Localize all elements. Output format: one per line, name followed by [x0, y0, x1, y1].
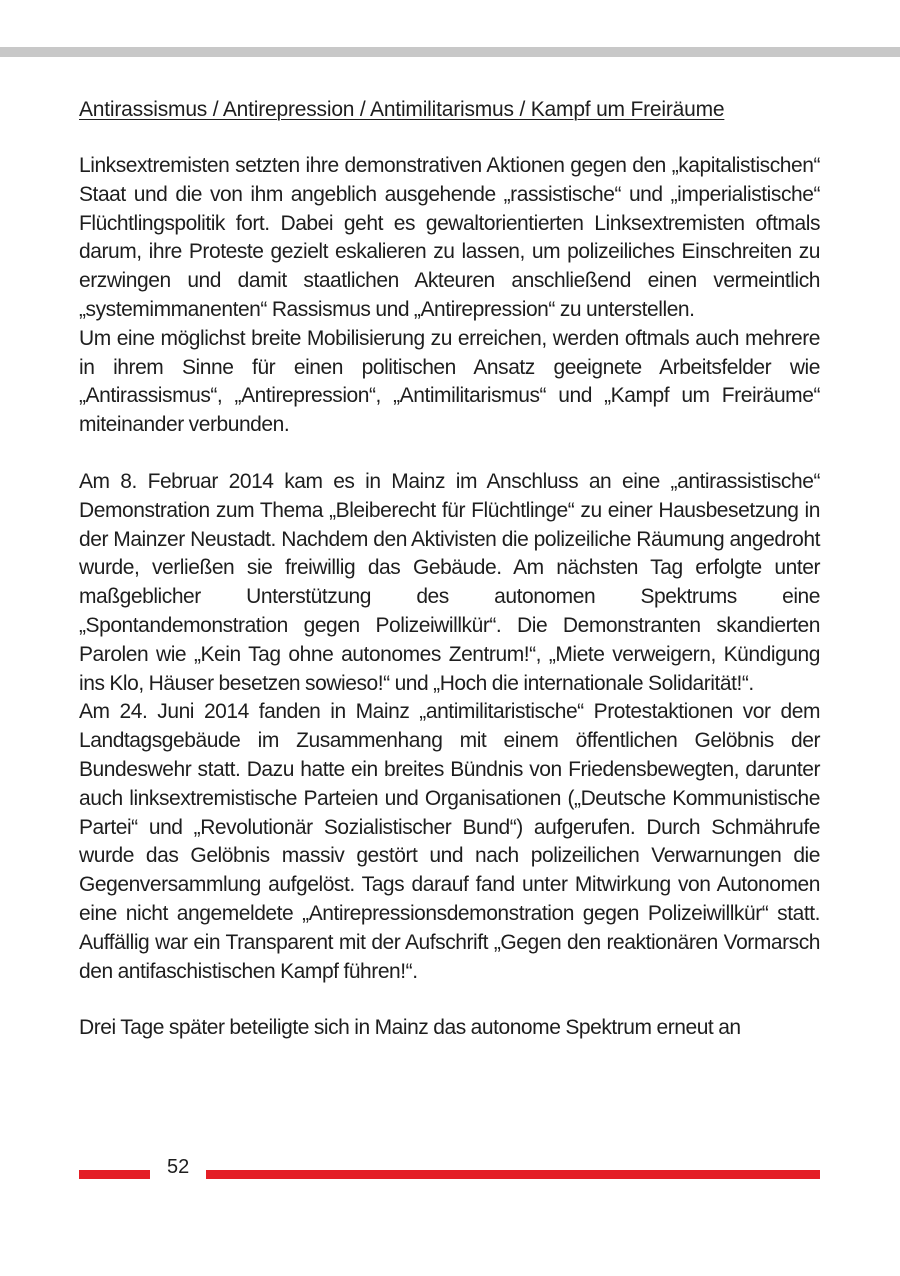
top-rule [0, 47, 900, 57]
page-body [79, 95, 820, 1043]
page-footer [79, 1156, 820, 1180]
spacer [79, 986, 820, 1014]
section-heading: Antirassismus / Antirepression / Antimilitarismus / Kampf um Freiräume [79, 98, 725, 121]
page-number: 52 [167, 1156, 190, 1178]
footer-rule-right [206, 1170, 820, 1179]
spacer [79, 440, 820, 468]
paragraph-5: Drei Tage später beteiligte sich in Mainz das autonome Spektrum erneut an [79, 1016, 741, 1040]
paragraph-2: Um eine möglichst breite Mobilisierung zu erreichen, werden oftmals auch mehrere in ihrem Sinne für einen politischen Ansatz geeignete Arbeitsfelder wie „Antirassismus“, „Antirepression“, „Antimilitarismus“ und „Kampf um Freiräume“ miteinander verbunden. [79, 326, 820, 437]
spacer [79, 124, 820, 152]
footer-rule-left [79, 1170, 150, 1179]
paragraph-1: Linksextremisten setzten ihre demonstrativen Aktionen gegen den „kapitalistischen“ Staat und die von ihm angeblich ausgehende „rassistische“ und „imperialistische“ Flüchtlingspolitik fort. Dabei geht es gewaltorientierten Linksextremisten oftmals darum, ihre Proteste gezielt eskalieren zu lassen, um polizeiliches Einschreiten zu erzwingen und damit staatlichen Akteuren anschließend einen vermeintlich „systemimmanenten“ Rassismus und „Antirepression“ zu unterstellen. [79, 154, 820, 321]
paragraph-3: Am 8. Februar 2014 kam es in Mainz im Anschluss an eine „antirassistische“ Demonstration zum Thema „Bleiberecht für Flüchtlinge“ zu einer Hausbesetzung in der Mainzer Neustadt. Nachdem den Aktivisten die polizeiliche Räumung angedroht wurde, verließen sie freiwillig das Gebäude. Am nächsten Tag erfolgte unter maßgeblicher Unterstützung des autonomen Spektrums eine „Spontandemonstration gegen Polizeiwillkür“. Die Demonstranten skandierten Parolen wie „Kein Tag ohne autonomes Zentrum!“, „Miete verweigern, Kündigung ins Klo, Häuser besetzen sowieso!“ und „Hoch die internationale Solidarität!“. [79, 469, 820, 695]
paragraph-4: Am 24. Juni 2014 fanden in Mainz „antimilitaristische“ Protestaktionen vor dem Landtagsgebäude im Zusammenhang mit einem öffentlichen Gelöbnis der Bundeswehr statt. Dazu hatte ein breites Bündnis von Friedensbewegten, darunter auch linksextremistische Parteien und Organisationen („Deutsche Kommunistische Partei“ und „Revolutionär Sozialistischer Bund“) aufgerufen. Durch Schmährufe wurde das Gelöbnis massiv gestört und nach polizeilichen Verwarnungen die Gegenversammlung aufgelöst. Tags darauf fand unter Mitwirkung von Autonomen eine nicht angemeldete „Antirepressionsdemonstration gegen Polizeiwillkür“ statt. Auffällig war ein Transparent mit der Aufschrift „Gegen den reaktionären Vormarsch den antifaschistischen Kampf führen!“. [79, 700, 820, 983]
